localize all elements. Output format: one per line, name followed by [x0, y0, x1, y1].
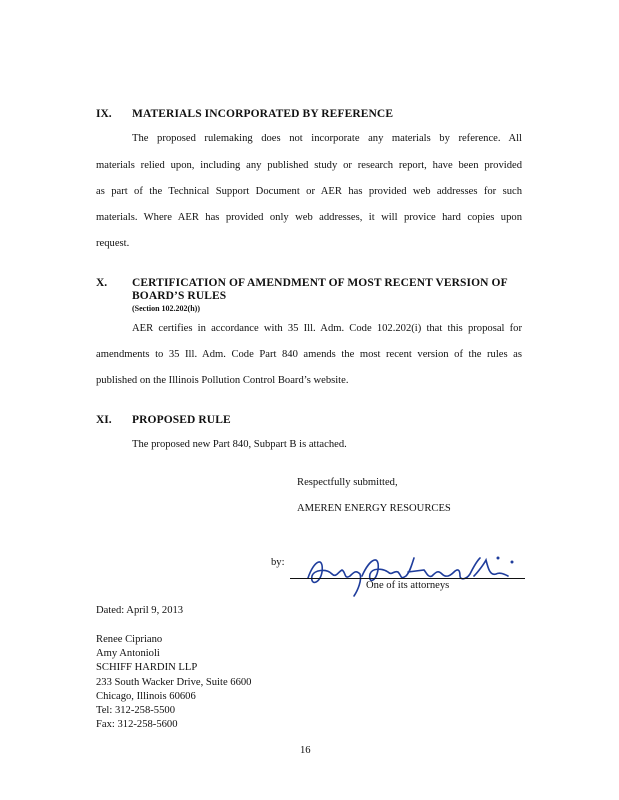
- section-ix-line-3: as part of the Technical Support Document or AER has provided web addresses for such: [96, 186, 522, 197]
- contact-line: Renee Cipriano: [96, 634, 163, 645]
- contact-line: Tel: 312-258-5500: [96, 705, 175, 717]
- section-xi-line-1: The proposed new Part 840, Subpart B is attached.: [132, 439, 347, 450]
- section-ix-line-4: materials. Where AER has provided only web addresses, it will provice hard copies upon: [96, 212, 522, 223]
- section-ix-line-1: The proposed rulemaking does not incorporate any materials by reference. All: [132, 133, 522, 144]
- contact-line: 233 South Wacker Drive, Suite 6600: [96, 676, 252, 688]
- by-label: by:: [271, 557, 285, 568]
- page-number: 16: [300, 745, 311, 756]
- signer-role: One of its attorneys: [366, 580, 450, 591]
- section-x-title-line-1: CERTIFICATION OF AMENDMENT OF MOST RECENT VERSION OF: [132, 277, 508, 289]
- section-x-number: X.: [96, 277, 108, 289]
- contact-block: [96, 633, 251, 732]
- company-name: AMEREN ENERGY RESOURCES: [297, 503, 451, 514]
- section-xi-number: XI.: [96, 414, 112, 426]
- contact-line: Chicago, Illinois 60606: [96, 690, 196, 702]
- signature-line: [290, 578, 525, 579]
- respectfully-submitted: Respectfully submitted,: [297, 477, 398, 488]
- section-x-line-2: amendments to 35 Ill. Adm. Code Part 840 amends the most recent version of the rules as: [96, 349, 522, 360]
- section-x-line-1: AER certifies in accordance with 35 Ill. Adm. Code 102.202(i) that this proposal for: [132, 323, 522, 334]
- section-x-subtitle: (Section 102.202(h)): [132, 304, 200, 313]
- section-ix-line-5: request.: [96, 238, 130, 249]
- section-xi-title: PROPOSED RULE: [132, 414, 231, 426]
- section-ix-line-2: materials relied upon, including any published study or research report, have been provided: [96, 160, 522, 171]
- section-x-title-line-2: BOARD’S RULES: [132, 290, 227, 302]
- section-ix-title: MATERIALS INCORPORATED BY REFERENCE: [132, 108, 394, 120]
- section-x-line-3: published on the Illinois Pollution Control Board’s website.: [96, 375, 349, 386]
- signature-image: [300, 550, 530, 600]
- section-ix-number: IX.: [96, 108, 112, 120]
- contact-line: Amy Antonioli: [96, 648, 160, 660]
- contact-line: Fax: 312-258-5600: [96, 719, 178, 731]
- dated-line: Dated: April 9, 2013: [96, 605, 184, 616]
- contact-line: SCHIFF HARDIN LLP: [96, 662, 198, 674]
